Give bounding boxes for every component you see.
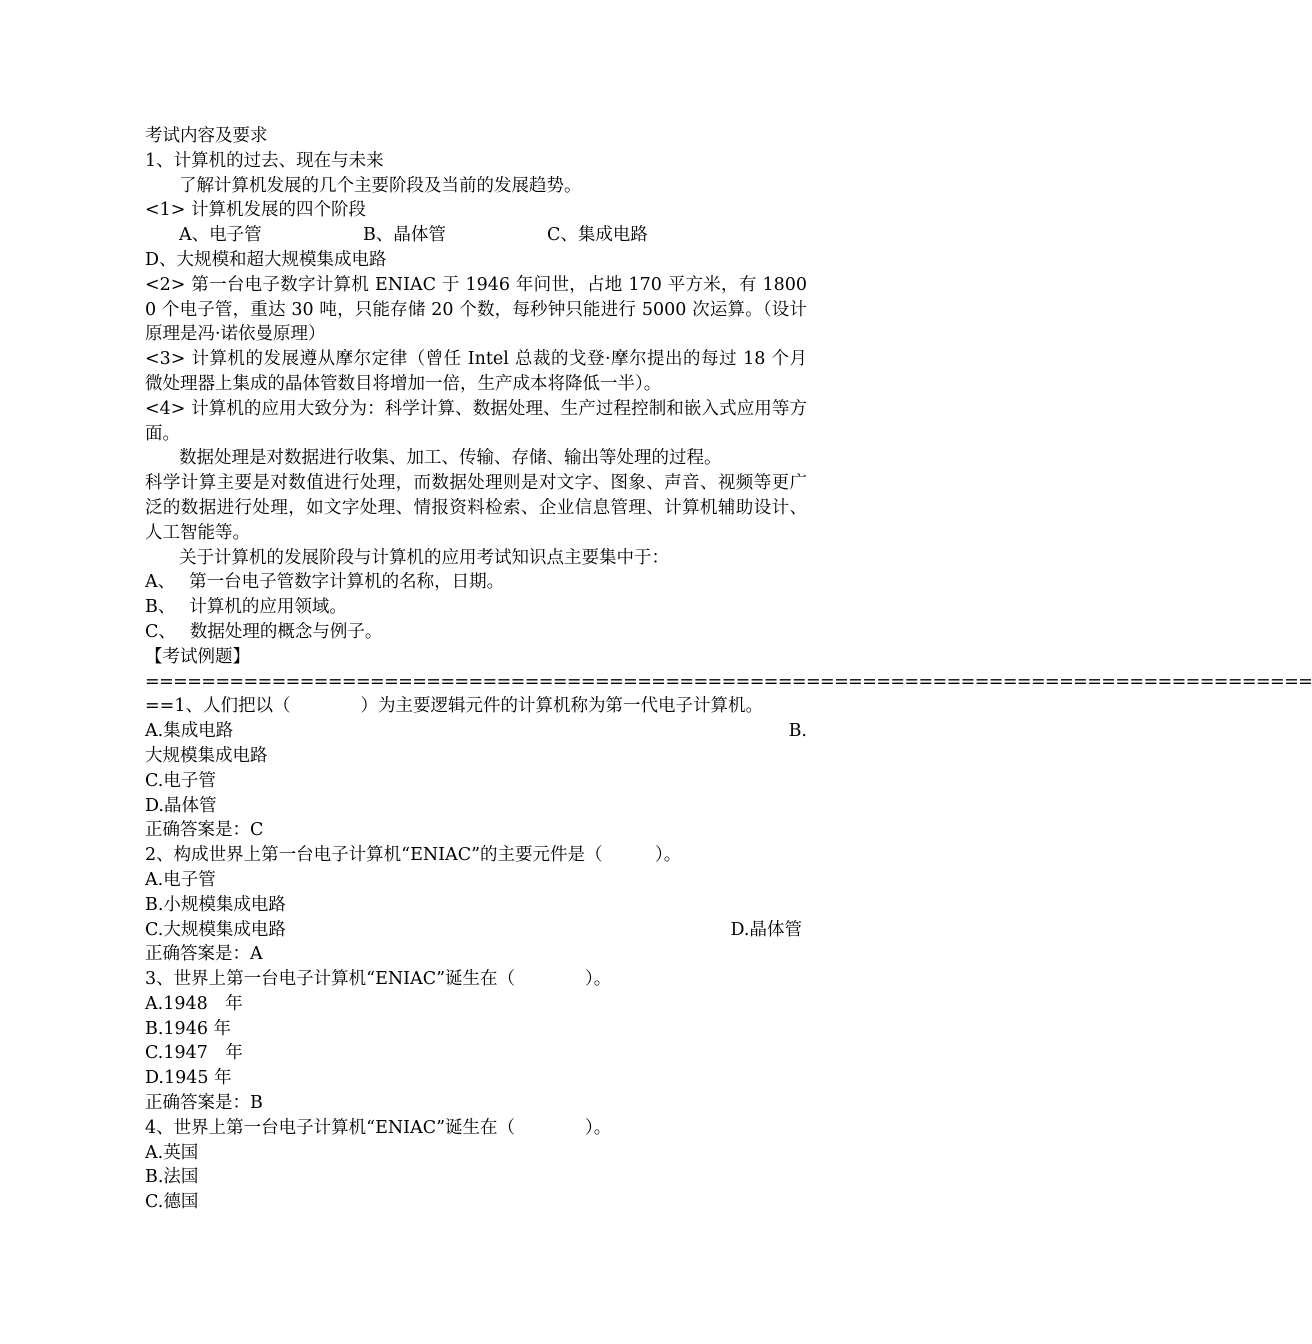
option-b: B.法国 xyxy=(145,1167,199,1188)
option-d: D.晶体管 xyxy=(145,795,217,816)
option-d: D.晶体管 xyxy=(730,919,802,940)
option-b: B.小规模集成电路 xyxy=(145,894,286,915)
option-b: B.1946 年 xyxy=(145,1018,232,1039)
separator-line: =================================================================================== xyxy=(145,671,1312,692)
stage-a: A、电子管 xyxy=(179,225,262,246)
paragraph-data-processing: 数据处理是对数据进行收集、加工、传输、存储、输出等处理的过程。 xyxy=(179,448,722,469)
option-d: D.1945 年 xyxy=(145,1068,232,1089)
paragraph-sci-calc: 科学计算主要是对数值进行处理，而数据处理则是对文字、图象、声音、视频等更广泛的数据进行处理，如文字处理、情报资料检索、企业信息管理、计算机辅助设计、人工智能等。 xyxy=(145,473,807,543)
doc-title: 考试内容及要求 xyxy=(145,126,268,146)
stages-heading: <1> 计算机发展的四个阶段 xyxy=(145,200,367,221)
stage-b: B、晶体管 xyxy=(363,225,446,246)
section-heading: 1、计算机的过去、现在与未来 xyxy=(145,150,384,171)
option-c: C.德国 xyxy=(145,1192,199,1213)
focus-intro: 关于计算机的发展阶段与计算机的应用考试知识点主要集中于： xyxy=(179,547,669,568)
question-1: ==1、人们把以（ ）为主要逻辑元件的计算机称为第一代电子计算机。 xyxy=(145,696,763,717)
option-a: A.集成电路 xyxy=(145,721,234,742)
question-3: 3、世界上第一台电子计算机“ENIAC”诞生在（ ）。 xyxy=(145,969,612,990)
answer-2: 正确答案是：A xyxy=(145,944,263,965)
document-page xyxy=(145,124,1312,1215)
focus-item-b: B、 计算机的应用领域。 xyxy=(145,597,347,618)
answer-1: 正确答案是：C xyxy=(145,820,264,841)
option-a: A.1948 年 xyxy=(145,993,243,1014)
answer-3: 正确答案是：B xyxy=(145,1093,263,1114)
option-c: C.1947 年 xyxy=(145,1043,243,1064)
option-b-text: 大规模集成电路 xyxy=(145,745,268,766)
paragraph-eniac: <2> 第一台电子数字计算机 ENIAC 于 1946 年问世，占地 170 平方米，有 18000 个电子管，重达 30 吨，只能存储 20 个数，每秒钟只能进行 5000 次运算。（设计原理是冯·诺依曼原理） xyxy=(145,274,807,345)
option-c: C.电子管 xyxy=(145,770,216,791)
option-c: C.大规模集成电路 xyxy=(145,919,286,940)
paragraph-moore: <3> 计算机的发展遵从摩尔定律（曾任 Intel 总裁的戈登·摩尔提出的每过 18 个月微处理器上集成的晶体管数目将增加一倍，生产成本将降低一半）。 xyxy=(145,349,807,394)
option-b-label: B. xyxy=(788,721,807,742)
examples-heading: 【考试例题】 xyxy=(145,646,250,667)
stage-c: C、集成电路 xyxy=(547,225,648,246)
stages-list xyxy=(145,223,807,248)
stage-d: D、大规模和超大规模集成电路 xyxy=(145,249,387,270)
focus-item-a: A、 第一台电子管数字计算机的名称，日期。 xyxy=(145,572,505,593)
question-4: 4、世界上第一台电子计算机“ENIAC”诞生在（ ）。 xyxy=(145,1117,612,1138)
section-intro: 了解计算机发展的几个主要阶段及当前的发展趋势。 xyxy=(179,175,582,196)
question-1-options-ab xyxy=(145,719,807,744)
question-2: 2、构成世界上第一台电子计算机“ENIAC”的主要元件是（ ）。 xyxy=(145,845,682,866)
paragraph-applications: <4> 计算机的应用大致分为：科学计算、数据处理、生产过程控制和嵌入式应用等方面。 xyxy=(145,398,807,444)
option-a: A.电子管 xyxy=(145,869,216,890)
focus-item-c: C、 数据处理的概念与例子。 xyxy=(145,621,383,642)
question-2-options-cd xyxy=(145,918,807,943)
option-a: A.英国 xyxy=(145,1142,199,1163)
